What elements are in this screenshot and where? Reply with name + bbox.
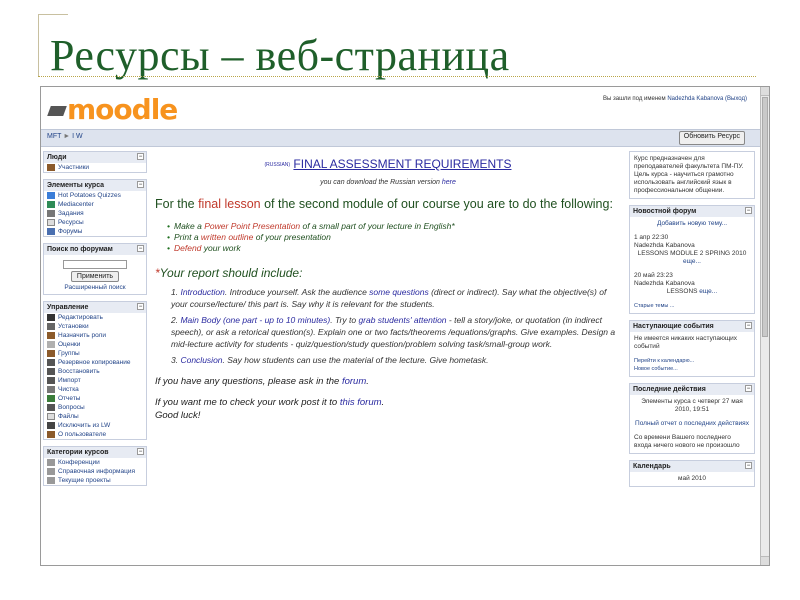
import-icon xyxy=(47,377,55,384)
nothing-new-text: Со времени Вашего последнего входа ничего нового не произошло xyxy=(634,434,740,449)
block-title: Управление − xyxy=(44,302,146,313)
admin-item-files[interactable]: Файлы xyxy=(44,412,146,421)
reset-icon xyxy=(47,386,55,393)
sidebar-item-hotpotatoes[interactable]: Hot Potatoes Quizzes xyxy=(44,191,146,200)
block-title: Категории курсов − xyxy=(44,447,146,458)
admin-item-roles[interactable]: Назначить роли xyxy=(44,331,146,340)
course-summary-block xyxy=(629,151,755,199)
update-resource-button[interactable]: Обновить Ресурс xyxy=(679,131,745,145)
media-icon xyxy=(47,201,55,208)
list-item: 3. Conclusion. Say how students can use the material of the lecture. Give hometask. xyxy=(171,355,489,365)
graduation-cap-icon xyxy=(47,106,67,116)
advanced-search-link[interactable]: Расширенный поиск xyxy=(64,283,126,291)
block-title: Элементы курса − xyxy=(44,180,146,191)
users-icon xyxy=(47,164,55,171)
sidebar-item-resources[interactable]: Ресурсы xyxy=(44,218,146,227)
folder-icon xyxy=(47,468,55,475)
list-item: • Make a Power Point Presentation of a small part of your lecture in English* xyxy=(167,221,455,231)
recent-activity-block xyxy=(629,383,755,454)
category-item[interactable]: Конференции xyxy=(44,458,146,467)
this-forum-link[interactable]: this forum xyxy=(339,397,382,408)
bullet-icon: • xyxy=(167,221,170,231)
admin-item-groups[interactable]: Группы xyxy=(44,349,146,358)
admin-item-questions[interactable]: Вопросы xyxy=(44,403,146,412)
check-note: If you want me to check your work post it to this forum. xyxy=(155,397,385,408)
page-heading xyxy=(155,157,621,171)
sidebar-item-assignments[interactable]: Задания xyxy=(44,209,146,218)
news-post: 1 апр 22:30 Nadezhda Kabanova LESSONS MODULE 2 SPRING 2010 еще... xyxy=(634,234,747,265)
calendar-block xyxy=(629,460,755,487)
left-column xyxy=(41,151,147,492)
block-title: Наступающие события − xyxy=(630,321,754,332)
scrollbar-thumb[interactable] xyxy=(762,97,768,337)
more-link[interactable]: еще... xyxy=(699,288,718,295)
admin-item-backup[interactable]: Резервное копирование xyxy=(44,358,146,367)
upcoming-events-block xyxy=(629,320,755,377)
roles-icon xyxy=(47,332,55,339)
moodle-screenshot xyxy=(40,86,770,566)
main-content xyxy=(151,151,625,565)
breadcrumb xyxy=(47,133,83,140)
grades-icon xyxy=(47,341,55,348)
moodle-logo[interactable]: moodle xyxy=(49,93,177,126)
restore-icon xyxy=(47,368,55,375)
russian-tag[interactable]: (RUSSIAN) xyxy=(264,161,291,168)
add-topic-link[interactable]: Добавить новую тему... xyxy=(656,220,728,227)
edit-icon xyxy=(47,314,55,321)
block-title: Календарь − xyxy=(630,461,754,472)
slide-title: Ресурсы – веб-страница xyxy=(50,31,510,80)
minimize-icon[interactable]: − xyxy=(138,246,143,252)
unenrol-icon xyxy=(47,422,55,429)
new-event-link[interactable]: Новое событие... xyxy=(634,366,678,372)
admin-item-reset[interactable]: Чистка xyxy=(44,385,146,394)
minimize-icon[interactable]: − xyxy=(746,386,751,392)
go-to-calendar-link[interactable]: Перейти к календарю... xyxy=(634,358,695,364)
admin-block xyxy=(43,301,147,440)
settings-icon xyxy=(47,323,55,330)
people-block xyxy=(43,151,147,173)
news-post: 20 май 23:23 Nadezhda Kabanova LESSONS еще... xyxy=(634,272,718,295)
breadcrumb-separator: ► xyxy=(63,133,71,140)
admin-item-grades[interactable]: Оценки xyxy=(44,340,146,349)
forum-link[interactable]: forum xyxy=(341,376,367,387)
list-item: 1. Introduction. Introduce yourself. Ask the audience some questions (direct or indirect). Say what the objective(s) of your course/lecture/ this part is. Say why it is relevant for the students. xyxy=(171,287,607,309)
admin-item-restore[interactable]: Восстановить xyxy=(44,367,146,376)
task-list xyxy=(167,221,621,254)
more-link[interactable]: еще... xyxy=(683,258,701,265)
forum-search-input[interactable] xyxy=(63,260,127,269)
login-info: Вы зашли под именем Nadezhda Kabanova (Выход) xyxy=(603,96,747,102)
block-title: Люди − xyxy=(44,152,146,163)
decor-line xyxy=(38,14,68,15)
admin-item-import[interactable]: Импорт xyxy=(44,376,146,385)
right-column xyxy=(629,151,755,493)
intro-text: For the final lesson of the second module of our course you are to do the following: xyxy=(155,197,613,211)
minimize-icon[interactable]: − xyxy=(138,448,143,455)
assignment-icon xyxy=(47,210,55,217)
admin-item-edit[interactable]: Редактировать xyxy=(44,313,146,322)
breadcrumb-item[interactable]: I W xyxy=(72,133,83,140)
list-item: 2. Main Body (one part - up to 10 minutes). Try to grab students' attention - tell a story/joke, or quotation (in indirect speech), or ask a retorical question(s). Explain one or two facts/theorems /equations/graphs. Give examples. Design a mid-lecture activity for students - quiz/question/study question/problem solving task/small-group work. xyxy=(171,315,616,349)
minimize-icon[interactable]: − xyxy=(746,463,751,469)
decor-line xyxy=(38,14,39,76)
old-topics-link[interactable]: Старые темы ... xyxy=(634,303,675,309)
list-item: • Print a written outline of your presentation xyxy=(167,232,331,242)
sidebar-item-participants[interactable]: Участники xyxy=(44,163,146,172)
minimize-icon[interactable]: − xyxy=(746,323,751,329)
minimize-icon[interactable]: − xyxy=(138,182,143,188)
questions-note: If you have any questions, please ask in the forum. xyxy=(155,376,369,387)
reports-icon xyxy=(47,395,55,402)
sidebar-item-forums[interactable]: Форумы xyxy=(44,227,146,236)
admin-item-settings[interactable]: Установки xyxy=(44,322,146,331)
forum-icon xyxy=(47,228,55,235)
logout-link[interactable]: (Выход) xyxy=(725,96,747,102)
no-events-text: Не имеется никаких наступающих событий xyxy=(634,335,738,350)
scrollbar[interactable] xyxy=(760,87,769,565)
apply-button[interactable]: Применить xyxy=(71,271,119,282)
admin-item-profile[interactable]: О пользователе xyxy=(44,430,146,439)
groups-icon xyxy=(47,350,55,357)
forum-search-block xyxy=(43,243,147,295)
report-heading: *Your report should include: xyxy=(155,266,303,280)
course-description: Курс предназначен для преподавателей факультета ПМ-ПУ. Цель курса - научиться грамотно использовать английский язык в профессиональном общении. xyxy=(634,155,744,194)
profile-icon xyxy=(47,431,55,438)
category-item[interactable]: Справочная информация xyxy=(44,467,146,476)
sidebar-item-mediacenter[interactable]: Mediacenter xyxy=(44,200,146,209)
quiz-icon xyxy=(47,192,55,199)
questions-icon xyxy=(47,404,55,411)
category-item[interactable]: Текущие проекты xyxy=(44,476,146,485)
user-link[interactable]: Nadezhda Kabanova xyxy=(667,96,724,102)
calendar-month: май 2010 xyxy=(678,475,706,482)
folder-icon xyxy=(47,477,55,484)
block-title: Поиск по форумам − xyxy=(44,244,146,255)
list-item: • Defend your work xyxy=(167,243,241,253)
title-divider xyxy=(38,76,756,78)
minimize-icon[interactable]: − xyxy=(138,303,143,310)
bullet-icon: • xyxy=(167,232,170,242)
moodle-header xyxy=(41,87,761,129)
download-note: you can download the Russian version here xyxy=(320,179,456,186)
minimize-icon[interactable]: − xyxy=(746,208,751,214)
admin-item-reports[interactable]: Отчеты xyxy=(44,394,146,403)
folder-icon xyxy=(47,459,55,466)
course-categories-block xyxy=(43,446,147,486)
report-list xyxy=(171,286,621,366)
resource-icon xyxy=(47,219,55,226)
heading-link[interactable]: FINAL ASSESSMENT REQUIREMENTS xyxy=(293,157,512,171)
full-report-link[interactable]: Полный отчет о последних действиях xyxy=(635,420,749,427)
news-forum-block xyxy=(629,205,755,314)
scroll-up-arrow-icon[interactable] xyxy=(761,87,770,96)
navbar xyxy=(41,129,761,147)
minimize-icon[interactable]: − xyxy=(138,154,143,160)
breadcrumb-item[interactable]: MFT xyxy=(47,133,62,140)
good-luck-text: Good luck! xyxy=(155,410,201,421)
activity-since: Элементы курса с четверг 27 мая 2010, 19:51 xyxy=(641,398,743,413)
files-icon xyxy=(47,413,55,420)
download-link[interactable]: here xyxy=(441,179,456,186)
bullet-icon: • xyxy=(167,243,170,253)
block-title: Новостной форум − xyxy=(630,206,754,217)
admin-item-unenrol[interactable]: Исключить из LW xyxy=(44,421,146,430)
scroll-down-arrow-icon[interactable] xyxy=(761,556,770,565)
block-title: Последние действия − xyxy=(630,384,754,395)
backup-icon xyxy=(47,359,55,366)
course-elements-block xyxy=(43,179,147,237)
